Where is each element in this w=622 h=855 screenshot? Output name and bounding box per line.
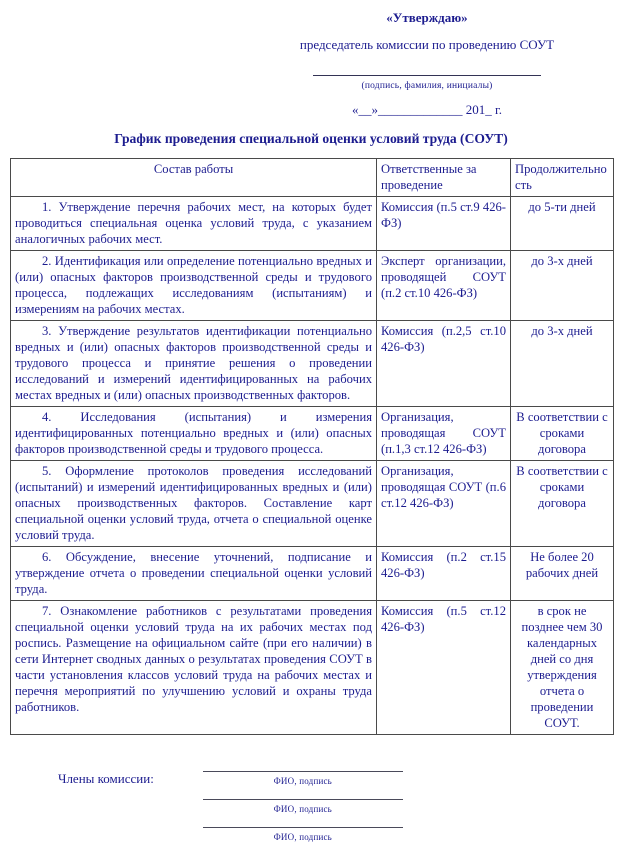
member-signature-caption: ФИО, подпись	[273, 831, 332, 842]
responsible-cell: Комиссия (п.5 ст.12 426-ФЗ)	[377, 600, 511, 734]
table-row	[11, 546, 614, 600]
duration-cell: до 3-х дней	[511, 250, 614, 320]
duration-cell: в срок не позднее чем 30 календарных дней со дня утверждения отчета о проведении СОУТ.	[511, 600, 614, 734]
approval-date-line: «__»_____________ 201_ г.	[351, 101, 503, 117]
table-row	[11, 196, 614, 250]
table-row	[11, 250, 614, 320]
responsible-cell: Комиссия (п.2,5 ст.10 426-ФЗ)	[377, 320, 511, 406]
duration-cell: до 5-ти дней	[511, 196, 614, 250]
member-signature-block	[203, 827, 403, 842]
work-cell: 7. Ознакомление работников с результатами проведения специальной оценки условий труда на их рабочих местах под роспись. Размещение на официальном сайте (при его наличии) в сети Интернет сводных данных о результатах проведения СОУТ в части установления классов условий труда на рабочих местах и перечня мероприятий по улучшению условий и охраны труда работников.	[11, 600, 377, 734]
approval-signature-caption: (подпись, фамилия, инициалы)	[361, 80, 493, 91]
responsible-cell: Комиссия (п.2 ст.15 426-ФЗ)	[377, 546, 511, 600]
responsible-cell: Эксперт организации, проводящей СОУТ (п.2 ст.10 426-ФЗ)	[377, 250, 511, 320]
member-signature-list	[203, 771, 403, 855]
page-title: График проведения специальной оценки условий труда (СОУТ)	[114, 130, 508, 146]
table-row	[11, 406, 614, 460]
table-row	[11, 320, 614, 406]
approve-label: «Утверждаю»	[386, 10, 468, 25]
approval-signature-line	[313, 53, 541, 76]
duration-cell: до 3-х дней	[511, 320, 614, 406]
member-signature-block	[203, 799, 403, 814]
duration-cell: В соответствии с сроками договора	[511, 460, 614, 546]
member-signature-caption: ФИО, подпись	[273, 775, 332, 786]
work-cell: 3. Утверждение результатов идентификации потенциально вредных и (или) опасных факторов производственной среды и трудового процесса и принятие решения о проведении исследований и измерений идентифицированных на рабочих местах вредных и (или) опасных производственных факторов.	[11, 320, 377, 406]
col-header-responsible: Ответственные за проведение	[377, 158, 511, 196]
table-row	[11, 600, 614, 734]
work-cell: 4. Исследования (испытания) и измерения идентифицированных потенциально вредных и (или) опасных факторов производственной среды и трудового процесса.	[11, 406, 377, 460]
member-signature-caption: ФИО, подпись	[273, 803, 332, 814]
approval-block	[294, 11, 560, 118]
col-header-work: Состав работы	[11, 158, 377, 196]
duration-cell: В соответствии с сроками договора	[511, 406, 614, 460]
member-signature-block	[203, 771, 403, 786]
work-cell: 1. Утверждение перечня рабочих мест, на которых будет проводиться специальная оценка условий труда, с указанием аналогичных рабочих мест.	[11, 196, 377, 250]
responsible-cell: Организация, проводящая СОУТ (п.1,3 ст.12 426-ФЗ)	[377, 406, 511, 460]
member-signature-line	[203, 771, 403, 772]
table-header-row	[11, 158, 614, 196]
col-header-duration: Продолжительность	[511, 158, 614, 196]
table-row	[11, 460, 614, 546]
work-cell: 5. Оформление протоколов проведения исследований (испытаний) и измерений идентифицированных вредных и (или) опасных производственных факторов. Составление карт специальной оценки условий труда, отчета о специальной оценке условий труда.	[11, 460, 377, 546]
member-signature-line	[203, 827, 403, 828]
chairman-line: председатель комиссии по проведению СОУТ	[299, 36, 555, 52]
members-label: Члены комиссии:	[58, 770, 154, 786]
work-cell: 6. Обсуждение, внесение уточнений, подписание и утверждение отчета о проведении специальной оценки условий труда.	[11, 546, 377, 600]
sout-schedule-table	[10, 158, 614, 735]
member-signature-line	[203, 799, 403, 800]
commission-members-section	[0, 771, 622, 855]
work-cell: 2. Идентификация или определение потенциально вредных и (или) опасных факторов производственной среды и трудового процесса, подлежащих исследованиям (испытаниям) и измерениям на рабочих местах.	[11, 250, 377, 320]
responsible-cell: Организация, проводящая СОУТ (п.6 ст.12 426-ФЗ)	[377, 460, 511, 546]
responsible-cell: Комиссия (п.5 ст.9 426-ФЗ)	[377, 196, 511, 250]
duration-cell: Не более 20 рабочих дней	[511, 546, 614, 600]
